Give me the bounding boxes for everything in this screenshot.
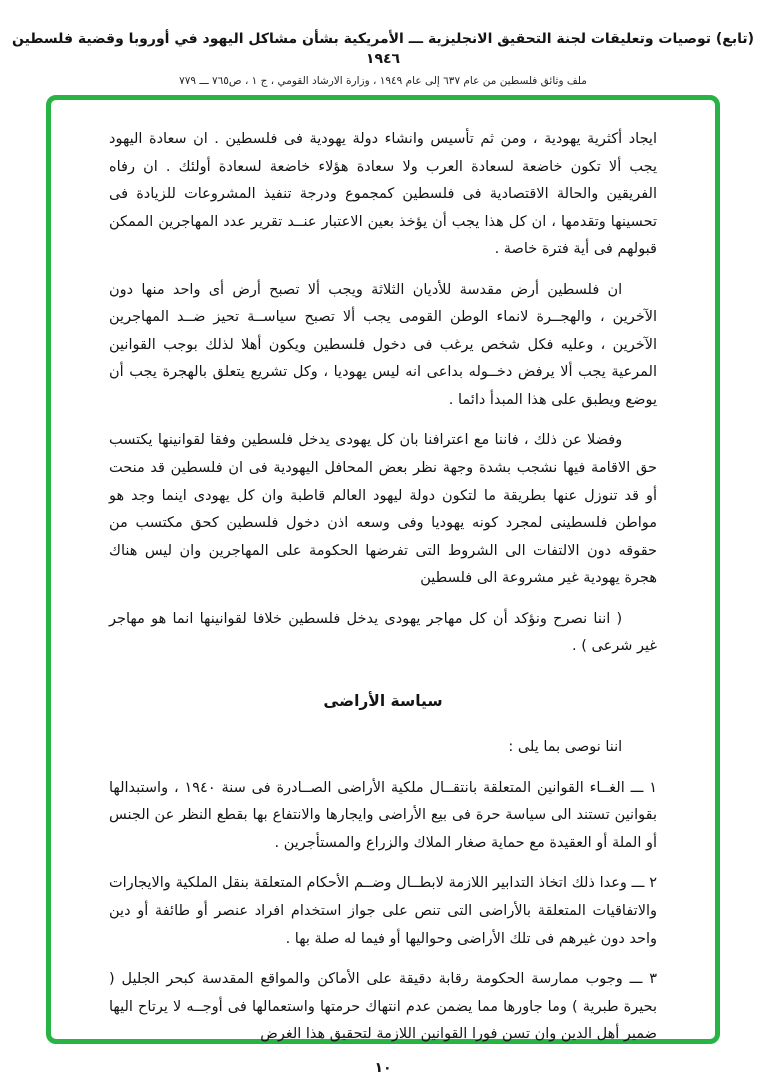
content-frame (46, 95, 720, 1044)
intro-line: اننا نوصى بما يلى : (508, 739, 623, 756)
paragraph: ايجاد أكثرية يهودية ، ومن ثم تأسيس وانشاء دولة يهودية فى فلسطين . ان سعادة اليهود يجب ألا تكون خاضعة لسعادة العرب ولا سعادة هؤلاء خاضعة لسعادة أولئك . ان رفاه الفريقين والحالة الاقتصادية فى فلسطين كمجموع ودرجة تنفيذ المشروعات للزيادة فى تحسينها وتقدمها ، ان كل هذا يجب أن يؤخذ بعين الاعتبار عنــد تقرير عدد المهاجرين الممكن قبولهم فى أية فترة خاصة . (109, 131, 657, 258)
paragraph: ( اننا نصرح ونؤكد أن كل مهاجر يهودى يدخل فلسطين خلافا لقوانينها انما هو مهاجر غير شرعى ) . (109, 610, 657, 655)
document-subtitle: ملف وثائق فلسطين من عام ٦٣٧ إلى عام ١٩٤٩ ، وزارة الارشاد القومي ، ج ١ ، ص٧٦٥ ـــ ٧٧٩ (179, 75, 587, 88)
list-item: ٣ ـــ وجوب ممارسة الحكومة رقابة دقيقة على الأماكن والمواقع المقدسة كبحر الجليل ( بحيرة طبرية ) وما جاورها مما يضمن عدم انتهاك حرمتها واستعمالها فى أوجــه لا يرتاح اليها ضمير أهل الدين وان تسن فورا القوانين اللازمة لتحقيق هذا الغرض (109, 971, 657, 1043)
section-title: سياسة الأراضى (323, 691, 443, 710)
list-item: ٢ ـــ وعدا ذلك اتخاذ التدابير اللازمة لابطــال وضــم الأحكام المتعلقة بنقل الملكية والايجارات والاتفاقيات المتعلقة بالأراضى التى تنص على جواز استخدام افراد عنصر أو طائفة أو دين واحد دون غيرهم فى تلك الأراضى وحواليها أو فيما له صلة بها . (109, 875, 657, 947)
page-number: ١٠ (374, 1060, 392, 1076)
list-item: ١ ـــ الغــاء القوانين المتعلقة بانتقــال ملكية الأراضى الصــادرة فى سنة ١٩٤٠ ، واستبدالها بقوانين تستند الى سياسة حرة فى بيع الأراضى وايجارها والانتفاع بها بقطع النظر عن الجنس أو الملة أو العقيدة مع حماية صغار الملاك والزراع والمستأجرين . (109, 779, 657, 851)
document-title: (تابع) توصيات وتعليقات لجنة التحقيق الانجليزية ـــ الأمريكية بشأن مشاكل اليهود في أوروبا وقضية فلسطين ١٩٤٦ (11, 31, 755, 67)
paragraph: وفضلا عن ذلك ، فاننا مع اعترافنا بان كل يهودى يدخل فلسطين وفقا لقوانينها يكتسب حق الاقامة فيها نشجب بشدة وجهة نظر بعض المحافل اليهودية فى ان فلسطين قد منحت أو قد تنوزل عنها بطريقة ما لتكون دولة ليهود العالم قاطبة وان كل يهودى اينما وجد هو مواطن فلسطينى لمجرد كونه يهوديا وفى وسعه اذن دخول فلسطين كحق مكتسب من حقوقه دون الالتفات الى الشروط التى تفرضها الحكومة على المهاجرين وان ليس هناك هجرة يهودية غير مشروعة الى فلسطين (109, 432, 657, 587)
paragraph: ان فلسطين أرض مقدسة للأديان الثلاثة ويجب ألا تصبح أرض أى واحد منها دون الآخرين ، والهجــرة لانماء الوطن القومى يجب ألا تصبح سياســة تحيز ضــد المهاجرين الآخرين ، وعليه فكل شخص يرغب فى دخول فلسطين ويكون أهلا لذلك بوجب القوانين المرعية يجب ألا يرفض دخــوله بداعى انه ليس يهوديا ، وكل تشريع يتعلق بالهجرة يجب أن يوضع ويطبق على هذا المبدأ دائما . (109, 281, 657, 408)
document-body (109, 126, 657, 1049)
